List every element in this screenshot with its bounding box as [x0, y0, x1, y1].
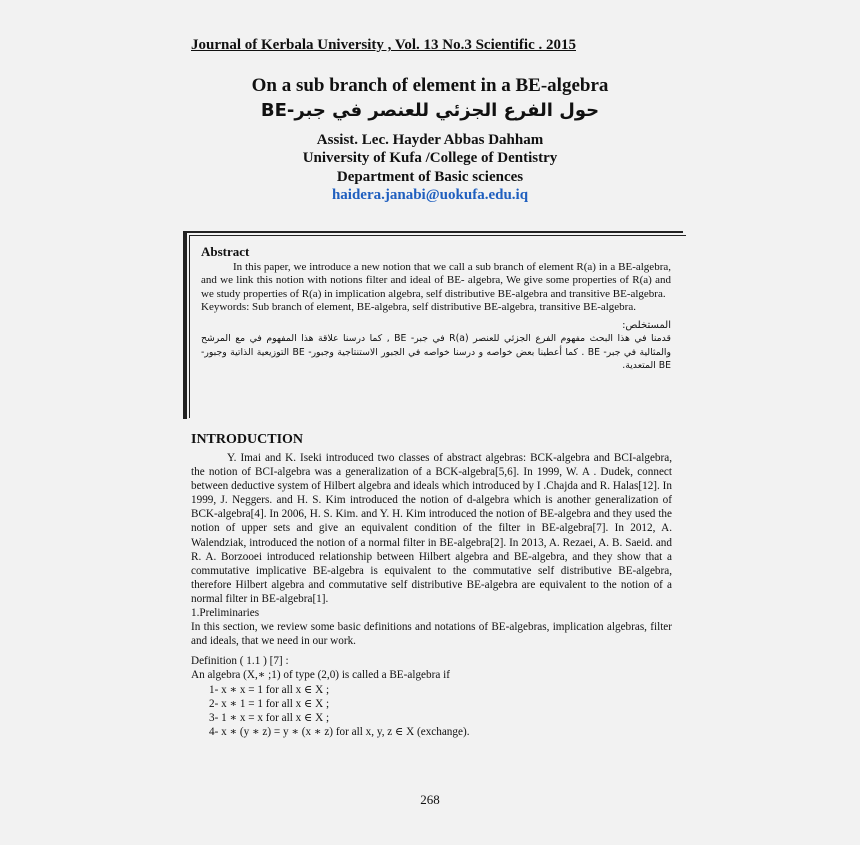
author-email[interactable]: haidera.janabi@uokufa.edu.iq [331, 187, 529, 203]
axiom-item: 1- x ∗ x = 1 for all x ∈ X ; [209, 683, 330, 696]
paper-title: On a sub branch of element in a BE-algebra [251, 75, 609, 96]
definition-intro: An algebra (X,∗ ;1) of type (2,0) is called a BE-algebra if [191, 669, 450, 682]
definition-axioms [191, 683, 672, 739]
definition-heading: Definition ( 1.1 ) [7] : [191, 655, 289, 668]
abstract-text: In this paper, we introduce a new notion that we call a sub branch of element R(a) in a BE-algebra, and we link this notion with notions filter and ideal of BE- algebra, We give some properties of R(a) and we study properties of R(a) in implication algebra, self distributive BE-algebra and transitive BE-algebra. [201, 260, 671, 300]
author-affiliation: University of Kufa /College of Dentistry [302, 150, 558, 166]
paper-title-arabic: حول الفرع الجزئي للعنصر في جبر-BE [260, 100, 600, 121]
axiom-item: 3- 1 ∗ x = x for all x ∈ X ; [209, 711, 330, 724]
preliminaries-text: In this section, we review some basic definitions and notations of BE-algebras, implication algebras, filter and ideals, that we need in our work. [191, 621, 672, 648]
author-name: Assist. Lec. Hayder Abbas Dahham [316, 132, 544, 148]
axiom-item: 4- x ∗ (y ∗ z) = y ∗ (x ∗ z) for all x, y, z ∈ X (exchange). [209, 725, 470, 738]
keywords: Keywords: Sub branch of element, BE-algebra, self distributive BE-algebra, transitive BE-algebra. [201, 301, 636, 313]
abstract-content [201, 245, 671, 373]
abstract-box [183, 231, 683, 419]
preliminaries-heading: 1.Preliminaries [191, 607, 260, 620]
arabic-abstract-heading: المستخلص: [622, 319, 671, 331]
journal-header: Journal of Kerbala University , Vol. 13 No.3 Scientific . 2015 [191, 37, 576, 53]
page-number: 268 [420, 792, 440, 807]
body-text [191, 451, 672, 739]
introduction-heading: INTRODUCTION [191, 432, 304, 447]
author-department: Department of Basic sciences [336, 169, 524, 185]
arabic-abstract-text: قدمنا في هذا البحث مفهوم الفرع الجزئي للعنصر R(a) في جبر- BE , كما درسنا علاقة هذا المفهوم في مع المرشح والمثالية في جبر- BE . كما أعطينا بعض خواصه و درسنا خواصه في الجبور الاستنتاجية وجبور- BE التوزيعية الذاتية وجبور- BE المتعدية. [201, 333, 671, 371]
axiom-item: 2- x ∗ 1 = 1 for all x ∈ X ; [209, 697, 330, 710]
abstract-heading: Abstract [201, 244, 250, 259]
introduction-paragraph: Y. Imai and K. Iseki introduced two classes of abstract algebras: BCK-algebra and BCI-algebra, the notion of BCI-algebra was a generalization of a BCK-algebra[5,6]. In 1999, W. A . Dudek, connect between deductive system of Hilbert algebra and ideals which introduced by I .Chajda and R. Halas[12]. In 1999, J. Neggers. and H. S. Kim introduced the notion of d-algebra which is another generalization of BCK-algebra[4]. In 2006, H. S. Kim. and Y. H. Kim introduced the notion of BE-algebra and they used the notion of upper sets and give an equivalent condition of the filter in BE-algebra[7]. In 2012, A. Walendziak, introduced the notion of a normal filter in BE-algebra[2]. In 2013, A. Rezaei, A. B. Saeid. and R. A. Borzooei introduced relationship between Hilbert algebra and BE-algebra, and they show that a commutative implicative BE-algebra is equivalent to the commutative self distributive BE-algebra, therefore Hilbert algebra and commutative self distributive BE-algebra are equivalent to the notion of a normal filter in BE-algebra[1]. [191, 452, 672, 605]
